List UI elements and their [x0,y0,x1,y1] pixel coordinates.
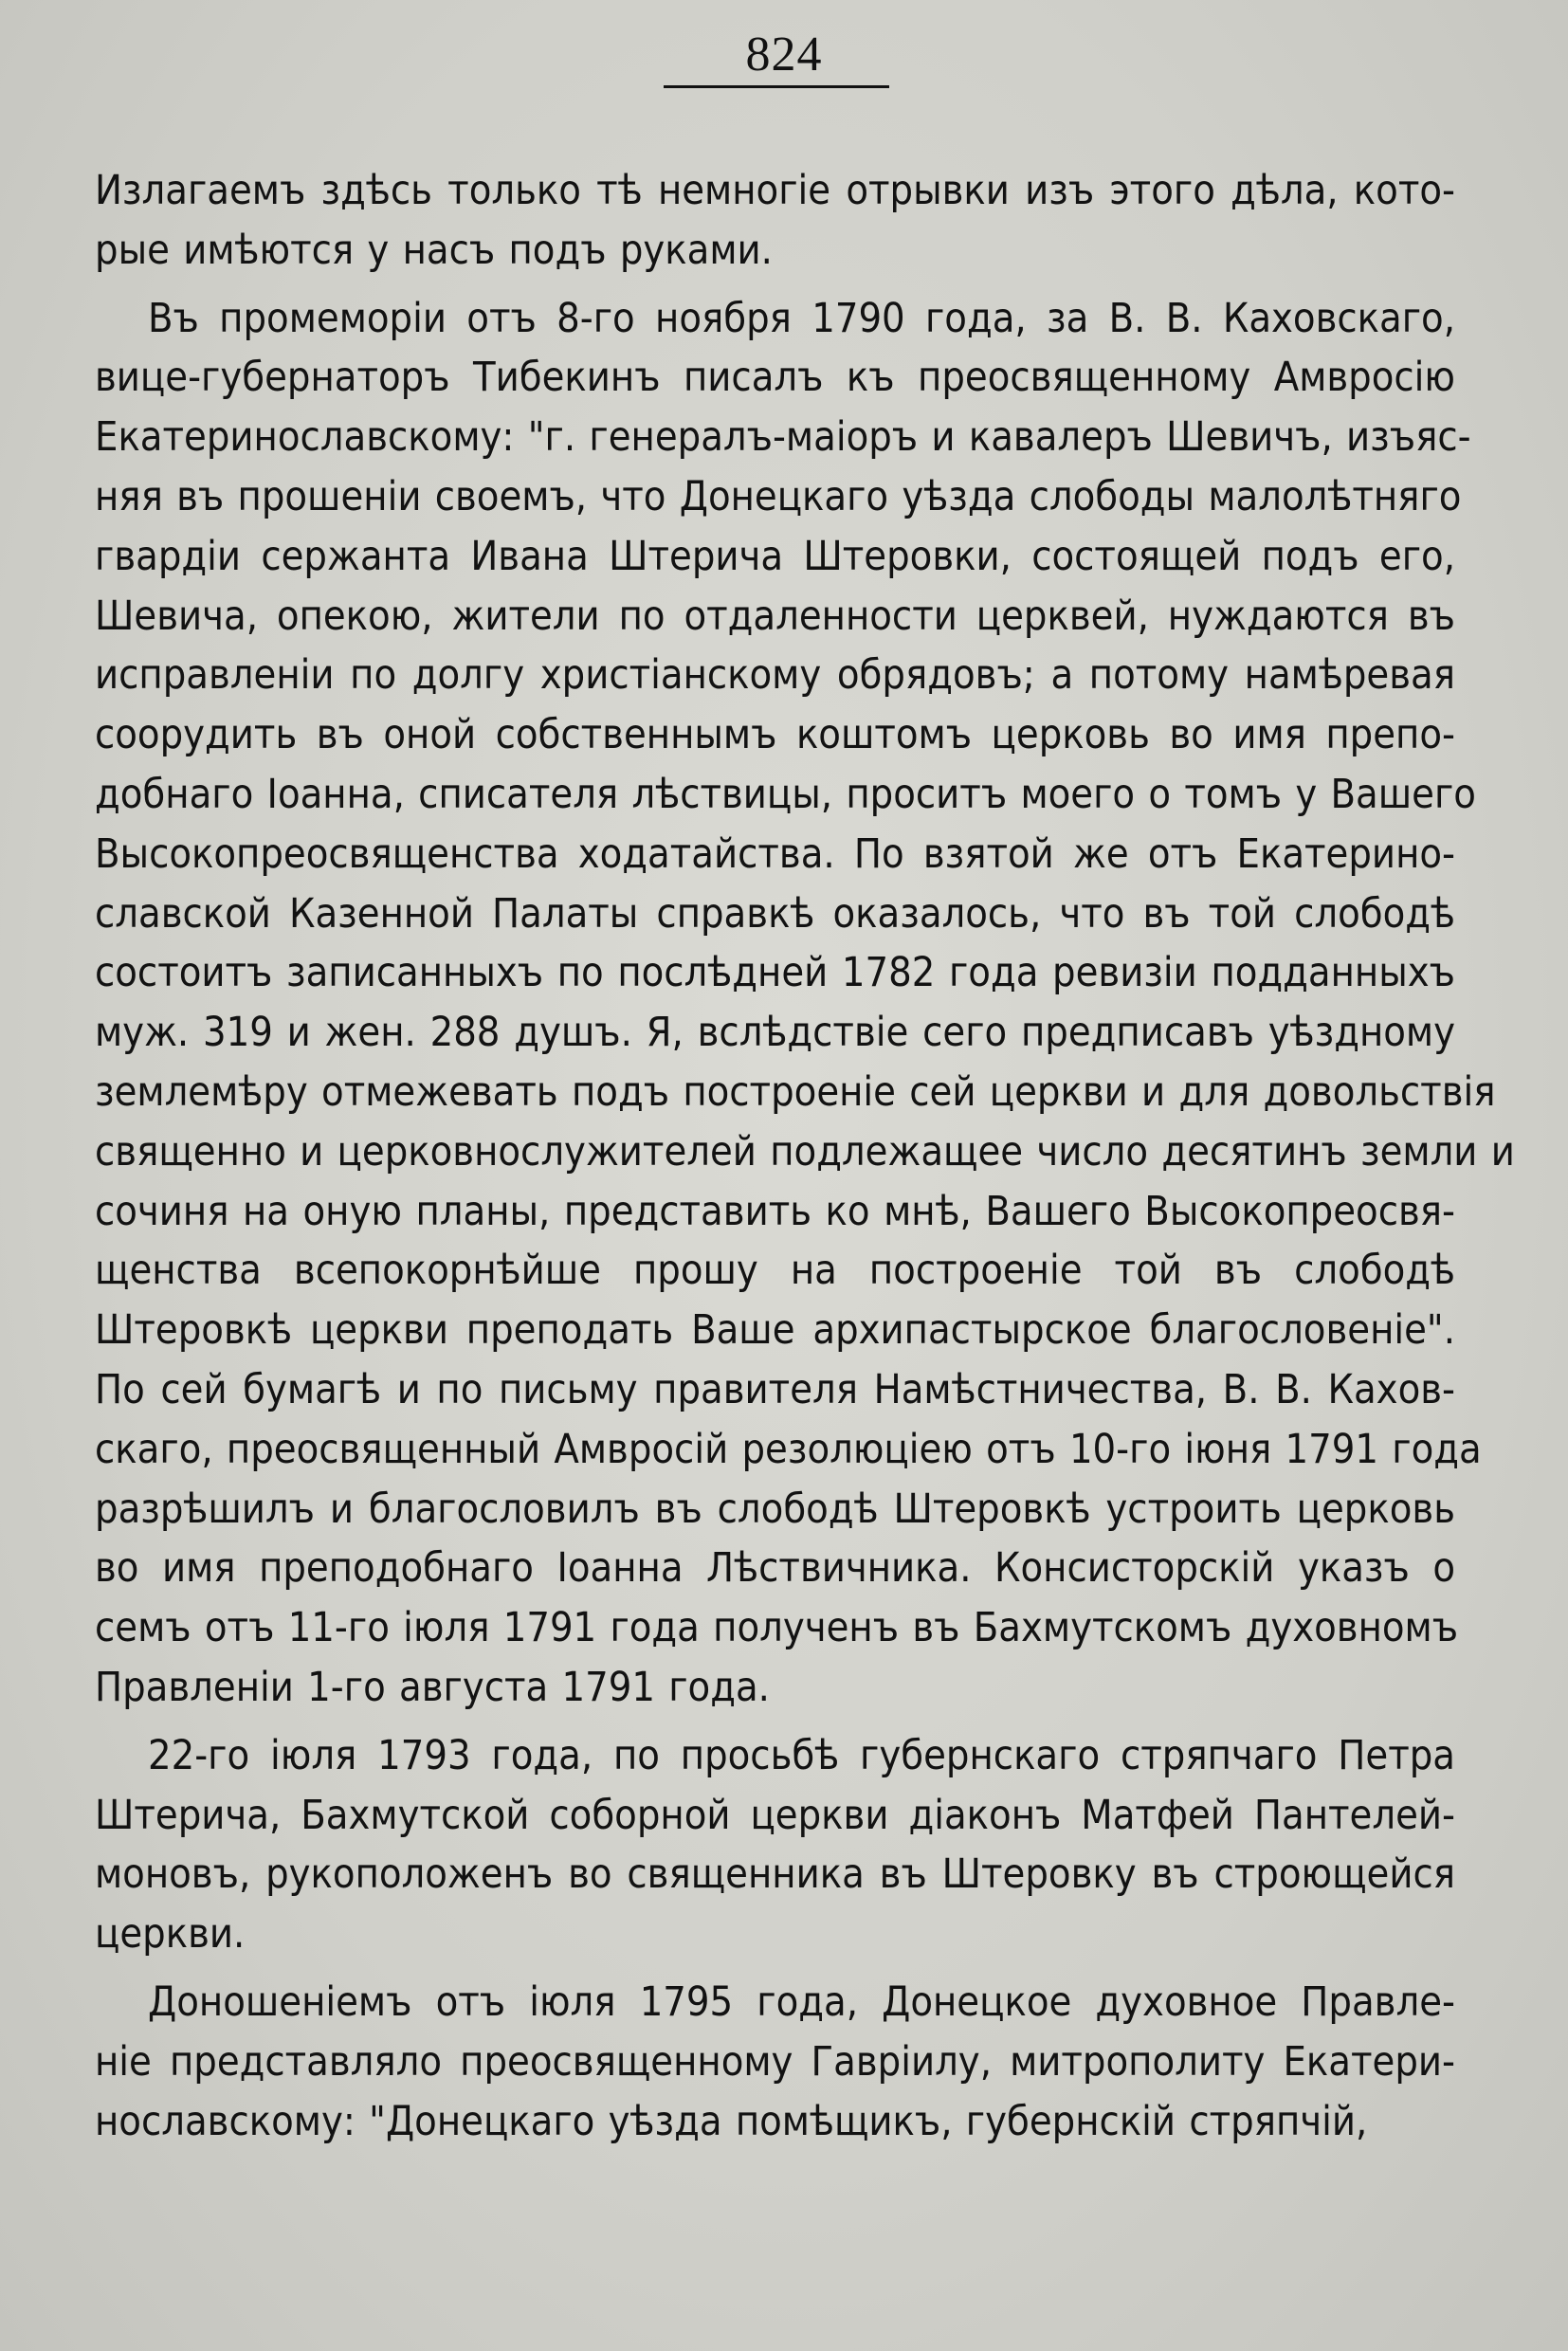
text-line: Въ промеморіи отъ 8-го ноября 1790 года, за В. В. Каховскаго, [148,294,1455,342]
text-line: По сей бумагѣ и по письму правителя Намѣстничества, В. В. Каxов- [95,1365,1455,1413]
text-line: Правленіи 1-го августа 1791 года. [95,1663,770,1711]
text-line: щенства всепокорнѣйше прошу на построеніе той въ слободѣ [95,1247,1455,1295]
paragraph [95,161,1455,281]
paragraph-gap [95,1718,1455,1726]
text-line: семъ отъ 11-го іюля 1791 года полученъ въ Бахмутскомъ духовномъ [95,1604,1459,1652]
text-line: Штерича, Бахмутской соборной церкви діаконъ Матфей Пантелей- [95,1791,1455,1839]
text-line: Екатеринославскому: "г. генералъ-маіоръ и кавалеръ Шевичъ, изъяс- [95,413,1471,462]
text-line: добнаго Іоанна, списателя лѣствицы, проситъ моего о томъ у Вашего [95,770,1476,818]
text-line: вице-губернаторъ Тибекинъ писалъ къ преосвященному Амвросію [95,354,1455,402]
paragraph [95,1973,1455,2151]
text-line: во имя преподобнаго Іоанна Лѣствичника. Консисторскій указъ о [95,1544,1455,1593]
text-line: исправленіи по долгу христіанскому обрядовъ; а потому намѣревая [95,651,1455,700]
body-text [95,161,1515,2151]
text-line: священно и церковнослужителей подлежащее число десятинъ земли и [95,1127,1515,1176]
paragraph [95,1726,1455,1964]
text-line: муж. 319 и жен. 288 душъ. Я, вслѣдствіе сего предписавъ уѣздному [95,1009,1455,1057]
text-line: гвардіи сержанта Ивана Штерича Штеровки, состоящей подъ его, [95,532,1455,580]
paragraph [95,289,1515,1718]
text-line: Излагаемъ здѣсь только тѣ немногіе отрывки изъ этого дѣла, кото- [95,167,1455,214]
text-line: соорудить въ оной собственнымъ коштомъ церковь во имя препо- [95,711,1455,759]
text-line: церкви. [95,1910,246,1959]
text-line: Штеровкѣ церкви преподать Ваше архипастырское благословеніе". [95,1306,1455,1355]
paragraph-gap [95,281,1455,289]
paragraph-gap [95,1964,1455,1973]
text-line: Доношеніемъ отъ іюля 1795 года, Донецкое духовное Правле- [148,1977,1455,2026]
text-line: 22-го іюля 1793 года, по просьбѣ губернскаго стряпчаго Петра [148,1731,1455,1779]
page-number: 824 [745,27,823,82]
text-line: славской Казенной Палаты справкѣ оказалось, что въ той слободѣ [95,889,1455,938]
text-line: Высокопреосвященства ходатайства. По взятой же отъ Екатерино- [95,829,1455,878]
text-line: сочиня на оную планы, представить ко мнѣ, Вашего Высокопреосвя- [95,1187,1455,1235]
text-line: скаго, преосвященный Амвросій резолюціею отъ 10-го іюня 1791 года [95,1425,1482,1473]
text-line: разрѣшилъ и благословилъ въ слободѣ Штеровкѣ устроить церковь [95,1485,1455,1533]
text-line: состоитъ записанныхъ по послѣдней 1782 года ревизіи подданныхъ [95,949,1455,997]
text-line: няя въ прошеніи своемъ, что Донецкаго уѣзда слободы малолѣтняго [95,472,1462,520]
text-line: моновъ, рукоположенъ во священника въ Штеровку въ строющейся [95,1850,1455,1899]
text-line: ніе представляло преосвященному Гавріилу, митрополиту Екатери- [95,2037,1455,2086]
text-line: Шевича, опекою, жители по отдаленности церквей, нуждаются въ [95,592,1455,640]
text-line: нославскому: "Донецкаго уѣзда помѣщикъ, губернскій стряпчій, [95,2097,1368,2145]
text-line: землемѣру отмежевать подъ построеніе сей церкви и для довольствія [95,1067,1496,1116]
header-rule [664,85,889,88]
text-line: рые имѣются у насъ подъ руками. [95,226,773,274]
